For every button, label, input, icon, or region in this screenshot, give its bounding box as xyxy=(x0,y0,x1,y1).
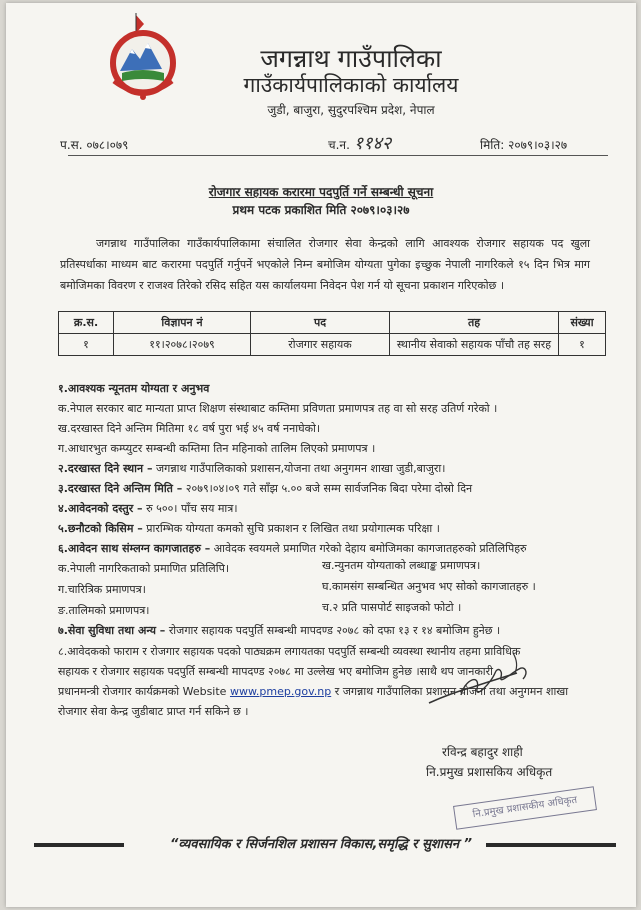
section-6-title: ६.आवेदन साथ संम्लग्न कागजातहरु – xyxy=(58,542,211,555)
municipality-title: जगन्नाथ गाउँपालिका xyxy=(260,44,442,73)
doc-item: ङ.तालिमको प्रमाणपत्र। xyxy=(58,604,150,617)
th-count: संख्या xyxy=(559,312,606,334)
section-2 xyxy=(58,461,445,476)
section-5-title: ५.छनौटको किसिम – xyxy=(58,522,143,535)
cn-value: ११४२ xyxy=(353,133,392,154)
ps-label: प.स. xyxy=(60,138,83,152)
notice-page xyxy=(6,3,636,907)
ps-value: ०७८।०७९ xyxy=(86,138,129,152)
intro-paragraph: जगन्नाथ गाउँपालिका गाउँकार्यपालिकामा संचालित रोजगार सेवा केन्द्रको लागि आवश्यक रोजगार सहायक पद खुला प्रतिस्पर्धाका माध्यम बाट करारमा पदपुर्ति गर्नुपर्ने भएकोले निम्न बमोजिम योग्यता पुगेका इच्छुक नेपाली नागरिकले १५ दिन भित्र माग बमोजिमका विवरण र राजश्व तिरेको रसिद सहित यस कार्यालयमा निवेदन पेश गर्न यो सूचना प्रकाशन गरिएकोछ । xyxy=(60,237,590,292)
section-8-line3b: र जगन्नाथ गाउँपालिका प्रशासन योजना तथा अनुगमन शाखा xyxy=(334,685,569,698)
doc-item: ग.चारित्रिक प्रमाणपत्र। xyxy=(58,583,146,596)
table-row xyxy=(59,334,606,356)
notice-subject: रोजगार सहायक करारमा पदपुर्ति गर्ने सम्बन्धी सूचना xyxy=(208,185,434,199)
section-3-title: ३.दरखास्त दिने अन्तिम मिति – xyxy=(58,482,183,495)
section-6 xyxy=(58,541,527,556)
doc-item: घ.कामसंग सम्बन्धित अनुभव भए सोको कागजातहरु । xyxy=(322,580,536,593)
section-2-title: २.दरखास्त दिने स्थान – xyxy=(58,462,153,475)
section-8-line2: सहायक र रोजगार सहायक पदपुर्ति सम्बन्धी मापदण्ड २०७८ मा उल्लेख भए बमोजिम हुनेछ ।साथै थप जानकारी xyxy=(58,665,493,678)
doc-item: च.२ प्रति पासपोर्ट साइजको फोटो । xyxy=(322,601,462,614)
section-1-c: ग.आधारभुत कम्प्युटर सम्बन्धी कम्तिमा तिन महिनाको तालिम लिएको प्रमाणपत्र । xyxy=(58,442,376,455)
cell-post: रोजगार सहायक xyxy=(251,334,390,356)
office-title: गाउँकार्यपालिकाको कार्यालय xyxy=(243,73,459,97)
section-1-a: क.नेपाल सरकार बाट मान्यता प्राप्त शिक्षण संस्थाबाट कम्तिमा प्रविणता प्रमाणपत्र तह वा सो सरह उतिर्ण गरेको । xyxy=(58,402,498,415)
th-post: पद xyxy=(251,312,390,334)
ref-cn xyxy=(328,131,391,155)
header-divider xyxy=(68,155,608,156)
published-date: प्रथम पटक प्रकाशित मिति २०७९।०३।२७ xyxy=(232,203,410,217)
office-address: जुडी, बाजुरा, सुदुरपश्चिम प्रदेश, नेपाल xyxy=(267,103,435,117)
doc-item: क.नेपाली नागरिकताको प्रमाणित प्रतिलिपि। xyxy=(58,562,230,575)
table-header-row xyxy=(59,312,606,334)
th-sn: क्र.स. xyxy=(59,312,114,334)
section-4-text: रु ५००। पाँच सय मात्र। xyxy=(146,502,238,515)
vacancy-table xyxy=(58,311,606,356)
signatory-designation: नि.प्रमुख प्रशासकिय अधिकृत xyxy=(426,765,553,779)
doc-item: ख.न्युनतम योग्यताको लब्धाङ्क प्रमाणपत्र। xyxy=(322,559,481,572)
section-5-text: प्रारम्भिक योग्यता कमको सुचि प्रकाशन र लिखित तथा प्रयोगात्मक परिक्षा । xyxy=(146,522,440,535)
cell-count: १ xyxy=(559,334,606,356)
section-7-text: रोजगार सहायक पदपुर्ति सम्बन्धी मापदण्ड २०७८ को दफा १३ र १४ बमोजिम हुनेछ । xyxy=(168,624,501,637)
date-value: २०७९।०३।२७ xyxy=(508,138,568,152)
section-7-title: ७.सेवा सुविधा तथा अन्य – xyxy=(58,624,166,637)
website-link[interactable]: www.pmep.gov.np xyxy=(229,685,332,698)
section-3-text: २०७९।०४।०९ गते साँझ ५.०० बजे सम्म सार्वजनिक बिदा परेमा दोस्रो दिन xyxy=(185,482,473,495)
th-level: तह xyxy=(390,312,559,334)
section-8-line4: रोजगार सेवा केन्द्र जुडीबाट प्राप्त गर्न सकिने छ । xyxy=(58,705,249,718)
official-stamp: नि.प्रमुख प्रशासकीय अधिकृत xyxy=(453,786,597,830)
section-7 xyxy=(58,623,500,638)
ref-date xyxy=(480,136,567,153)
section-6-text: आवेदक स्वयमले प्रमाणित गरेको देहाय बमोजिमका कागजातहरुको प्रतिलिपिहरु xyxy=(213,542,527,555)
section-4-title: ४.आवेदनको दस्तुर – xyxy=(58,502,143,515)
section-5 xyxy=(58,521,440,536)
date-label: मिति: xyxy=(480,138,505,152)
ref-ps xyxy=(60,136,128,153)
section-8-line1: ८.आवेदकको फाराम र रोजगार सहायक पदको पाठ्यक्रम लगायतका पदपुर्ति सम्बन्धी व्यवस्था स्थानीय तहमा प्राविधिक xyxy=(58,645,521,658)
section-2-text: जगन्नाथ गाउँपालिकाको प्रशासन,योजना तथा अनुगमन शाखा जुडी,बाजुरा। xyxy=(155,462,446,475)
section-3 xyxy=(58,481,472,496)
handwritten-signature xyxy=(421,643,541,713)
section-1-b: ख.दरखास्त दिने अन्तिम मितिमा १८ वर्ष पुरा भई ४५ वर्ष ननाघेको। xyxy=(58,422,321,435)
cell-level: स्थानीय सेवाको सहायक पाँचौ तह सरह xyxy=(390,334,559,356)
section-4 xyxy=(58,501,238,516)
cell-sn: १ xyxy=(59,334,114,356)
signatory-name: रविन्द्र बहादुर शाही xyxy=(442,745,523,759)
section-1-title: १.आवश्यक न्यूनतम योग्यता र अनुभव xyxy=(58,382,210,395)
cn-label: च.न. xyxy=(328,138,350,152)
section-8-line3a: प्रधानमन्त्री रोजगार कार्यक्रमको Website xyxy=(58,685,227,698)
footer-motto: “व्यवसायिक र सिर्जनशिल प्रशासन विकास,समृद्धि र सुशासन ” xyxy=(170,837,472,852)
th-ad-no: विज्ञापन नं xyxy=(114,312,251,334)
cell-ad-no: ११।२०७८।२०७९ xyxy=(114,334,251,356)
